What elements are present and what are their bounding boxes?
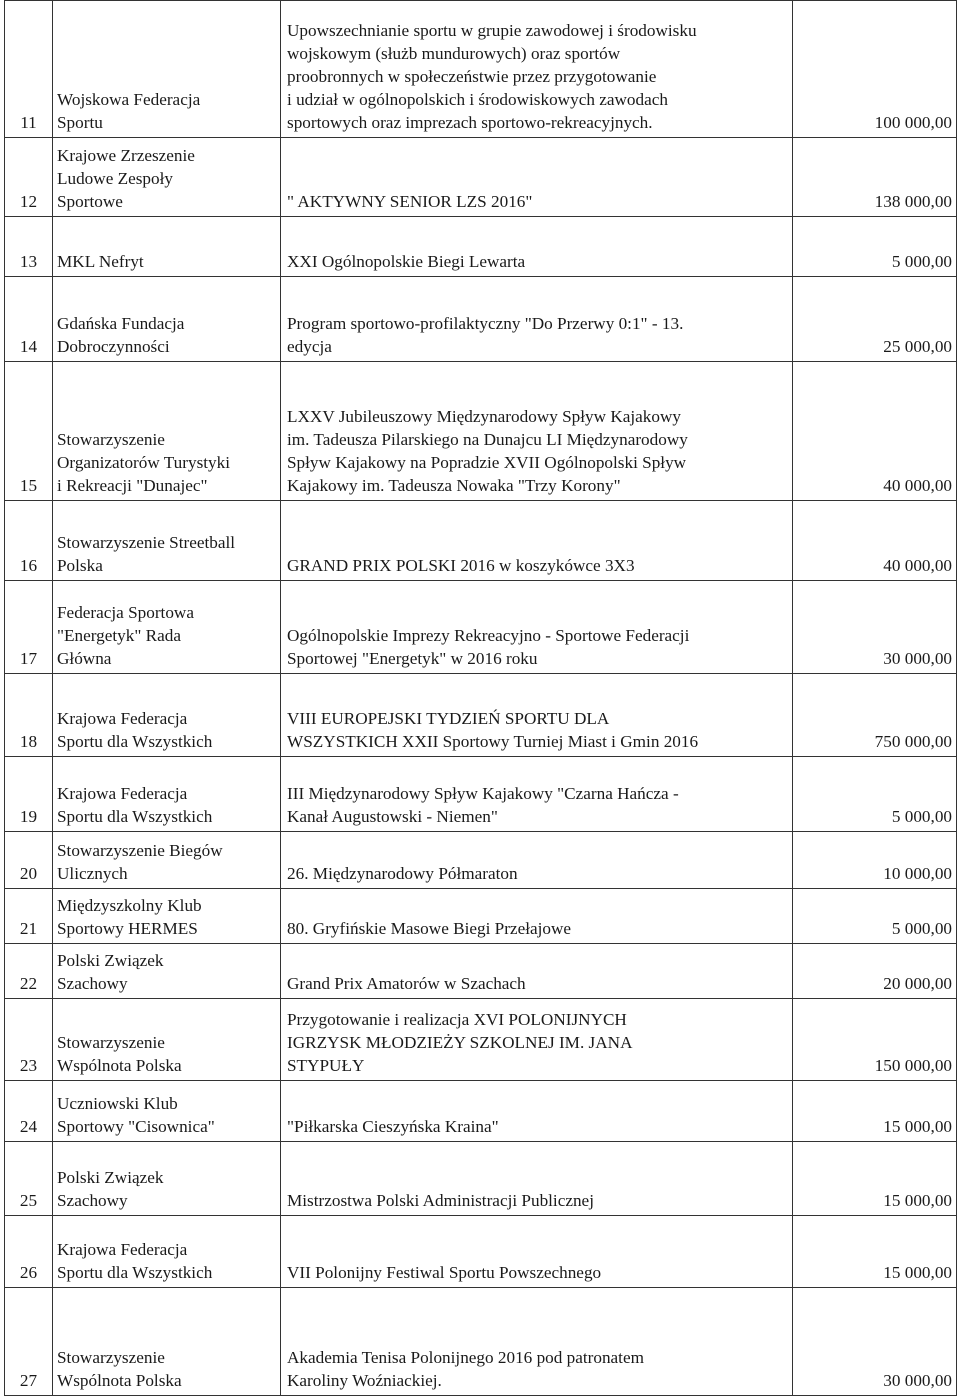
table-row xyxy=(5,1142,957,1216)
table-row xyxy=(5,674,957,757)
grant-amount: 15 000,00 xyxy=(793,1081,957,1142)
grant-table xyxy=(4,0,957,1396)
table-row xyxy=(5,1216,957,1288)
grant-amount: 25 000,00 xyxy=(793,277,957,362)
table-row xyxy=(5,1081,957,1142)
row-number: 20 xyxy=(5,832,53,889)
organization-name: Międzyszkolny Klub Sportowy HERMES xyxy=(53,889,281,944)
task-title: Ogólnopolskie Imprezy Rekreacyjno - Sportowe Federacji Sportowej "Energetyk" w 2016 roku xyxy=(281,581,793,674)
task-title: 80. Gryfińskie Masowe Biegi Przełajowe xyxy=(281,889,793,944)
organization-name: Stowarzyszenie Wspólnota Polska xyxy=(53,999,281,1081)
table-row xyxy=(5,944,957,999)
organization-name: Krajowe Zrzeszenie Ludowe Zespoły Sportowe xyxy=(53,138,281,217)
table-row xyxy=(5,757,957,832)
organization-name: Wojskowa Federacja Sportu xyxy=(53,1,281,138)
table-row xyxy=(5,889,957,944)
table-row xyxy=(5,1,957,138)
row-number: 25 xyxy=(5,1142,53,1216)
task-title: " AKTYWNY SENIOR LZS 2016" xyxy=(281,138,793,217)
row-number: 11 xyxy=(5,1,53,138)
table-row xyxy=(5,138,957,217)
grant-amount: 750 000,00 xyxy=(793,674,957,757)
table-row xyxy=(5,832,957,889)
organization-name: Stowarzyszenie Biegów Ulicznych xyxy=(53,832,281,889)
row-number: 27 xyxy=(5,1288,53,1396)
row-number: 16 xyxy=(5,501,53,581)
table-row xyxy=(5,581,957,674)
task-title: GRAND PRIX POLSKI 2016 w koszykówce 3X3 xyxy=(281,501,793,581)
row-number: 23 xyxy=(5,999,53,1081)
task-title: 26. Międzynarodowy Półmaraton xyxy=(281,832,793,889)
task-title: Przygotowanie i realizacja XVI POLONIJNYCH IGRZYSK MŁODZIEŻY SZKOLNEJ IM. JANA STYPUŁY xyxy=(281,999,793,1081)
organization-name: Polski Związek Szachowy xyxy=(53,1142,281,1216)
organization-name: Federacja Sportowa "Energetyk" Rada Główna xyxy=(53,581,281,674)
table-row xyxy=(5,1288,957,1396)
row-number: 18 xyxy=(5,674,53,757)
organization-name: Krajowa Federacja Sportu dla Wszystkich xyxy=(53,674,281,757)
task-title: Upowszechnianie sportu w grupie zawodowej i środowisku wojskowym (służb mundurowych) oraz sportów proobronnych w społeczeństwie przez przygotowanie i udział w ogólnopolskich i środowiskowych zawodach sportowych oraz imprezach sportowo-rekreacyjnych. xyxy=(281,1,793,138)
grant-amount: 15 000,00 xyxy=(793,1142,957,1216)
organization-name: Stowarzyszenie Organizatorów Turystyki i Rekreacji "Dunajec" xyxy=(53,362,281,501)
grant-amount: 150 000,00 xyxy=(793,999,957,1081)
organization-name: Uczniowski Klub Sportowy "Cisownica" xyxy=(53,1081,281,1142)
grant-amount: 40 000,00 xyxy=(793,501,957,581)
grant-amount: 5 000,00 xyxy=(793,217,957,277)
table-row xyxy=(5,217,957,277)
table-row xyxy=(5,362,957,501)
table-row xyxy=(5,999,957,1081)
task-title: XXI Ogólnopolskie Biegi Lewarta xyxy=(281,217,793,277)
row-number: 19 xyxy=(5,757,53,832)
grant-amount: 5 000,00 xyxy=(793,757,957,832)
task-title: Grand Prix Amatorów w Szachach xyxy=(281,944,793,999)
task-title: Akademia Tenisa Polonijnego 2016 pod patronatem Karoliny Woźniackiej. xyxy=(281,1288,793,1396)
row-number: 13 xyxy=(5,217,53,277)
grant-amount: 30 000,00 xyxy=(793,581,957,674)
organization-name: Krajowa Federacja Sportu dla Wszystkich xyxy=(53,757,281,832)
row-number: 17 xyxy=(5,581,53,674)
grant-amount: 40 000,00 xyxy=(793,362,957,501)
grant-amount: 15 000,00 xyxy=(793,1216,957,1288)
task-title: Mistrzostwa Polski Administracji Publicznej xyxy=(281,1142,793,1216)
task-title: III Międzynarodowy Spływ Kajakowy "Czarna Hańcza - Kanał Augustowski - Niemen" xyxy=(281,757,793,832)
grant-amount: 30 000,00 xyxy=(793,1288,957,1396)
row-number: 14 xyxy=(5,277,53,362)
task-title: VIII EUROPEJSKI TYDZIEŃ SPORTU DLA WSZYSTKICH XXII Sportowy Turniej Miast i Gmin 2016 xyxy=(281,674,793,757)
row-number: 15 xyxy=(5,362,53,501)
grant-amount: 100 000,00 xyxy=(793,1,957,138)
row-number: 26 xyxy=(5,1216,53,1288)
row-number: 12 xyxy=(5,138,53,217)
task-title: "Piłkarska Cieszyńska Kraina" xyxy=(281,1081,793,1142)
row-number: 21 xyxy=(5,889,53,944)
organization-name: Polski Związek Szachowy xyxy=(53,944,281,999)
task-title: VII Polonijny Festiwal Sportu Powszechnego xyxy=(281,1216,793,1288)
grant-amount: 20 000,00 xyxy=(793,944,957,999)
task-title: LXXV Jubileuszowy Międzynarodowy Spływ Kajakowy im. Tadeusza Pilarskiego na Dunajcu LI Międzynarodowy Spływ Kajakowy na Popradzie XVII Ogólnopolski Spływ Kajakowy im. Tadeusza Nowaka "Trzy Korony" xyxy=(281,362,793,501)
row-number: 22 xyxy=(5,944,53,999)
grant-amount: 5 000,00 xyxy=(793,889,957,944)
organization-name: Stowarzyszenie Wspólnota Polska xyxy=(53,1288,281,1396)
table-row xyxy=(5,277,957,362)
organization-name: Stowarzyszenie Streetball Polska xyxy=(53,501,281,581)
grant-amount: 138 000,00 xyxy=(793,138,957,217)
organization-name: Krajowa Federacja Sportu dla Wszystkich xyxy=(53,1216,281,1288)
grant-amount: 10 000,00 xyxy=(793,832,957,889)
task-title: Program sportowo-profilaktyczny "Do Przerwy 0:1" - 13. edycja xyxy=(281,277,793,362)
organization-name: Gdańska Fundacja Dobroczynności xyxy=(53,277,281,362)
row-number: 24 xyxy=(5,1081,53,1142)
table-row xyxy=(5,501,957,581)
organization-name: MKL Nefryt xyxy=(53,217,281,277)
